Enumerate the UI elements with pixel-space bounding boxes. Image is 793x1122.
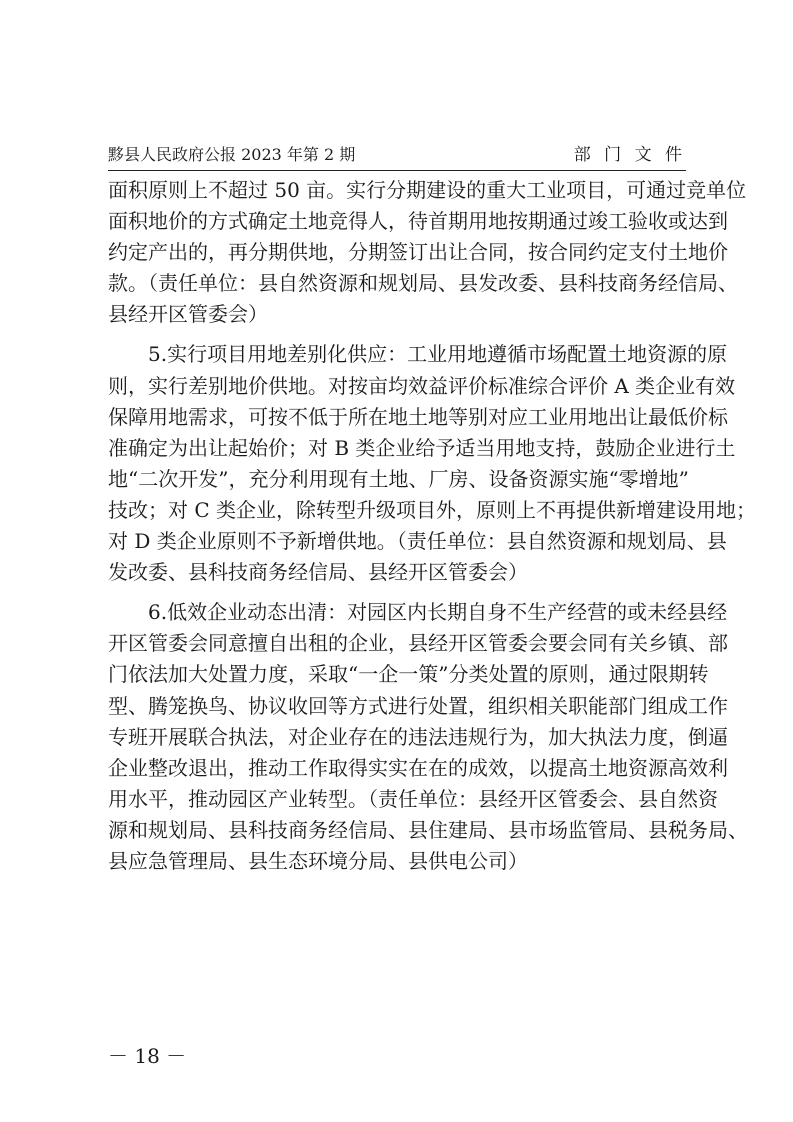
text-line: 用水平，推动园区产业转型。（责任单位：县经开区管委会、县自然资 — [108, 786, 718, 811]
text-line: 5.实行项目用地差别化供应：工业用地遵循市场配置土地资源的原 — [148, 342, 728, 367]
header-rule — [108, 170, 686, 171]
text-line: 门依法加大处置力度，采取“一企一策”分类处置的原则，通过限期转 — [108, 662, 709, 687]
text-line: 源和规划局、县科技商务经信局、县住建局、县市场监管局、县税务局、 — [108, 817, 748, 842]
text-line: 县经开区管委会） — [108, 302, 268, 327]
publication-title: 黟县人民政府公报 2023 年第 2 期 — [108, 145, 356, 164]
text-line: 专班开展联合执法，对企业存在的违法违规行为，加大执法力度，倒逼 — [108, 724, 728, 749]
text-line: 企业整改退出，推动工作取得实实在在的成效，以提高土地资源高效利 — [108, 755, 728, 780]
text-line: 开区管委会同意擅自出租的企业，县经开区管委会要会同有关乡镇、部 — [108, 631, 728, 656]
text-line: 准确定为出让起始价；对 B 类企业给予适当用地支持，鼓励企业进行土 — [108, 435, 736, 460]
text-line: 款。（责任单位：县自然资源和规划局、县发改委、县科技商务经信局、 — [108, 271, 738, 296]
text-line: 对 D 类企业原则不予新增供地。（责任单位：县自然资源和规划局、县 — [108, 529, 727, 554]
text-line: 面积地价的方式确定土地竞得人，待首期用地按期通过竣工验收或达到 — [108, 209, 728, 234]
page-number: － 18 － — [108, 1044, 187, 1068]
text-line: 地“二次开发”，充分利用现有土地、厂房、设备资源实施“零增地” — [108, 466, 689, 491]
text-line: 则，实行差别地价供地。对按亩均效益评价标准综合评价 A 类企业有效 — [108, 373, 736, 398]
text-line: 型、腾笼换鸟、协议收回等方式进行处置，组织相关职能部门组成工作 — [108, 693, 728, 718]
text-line: 县应急管理局、县生态环境分局、县供电公司） — [108, 848, 528, 873]
page-header — [108, 143, 686, 167]
document-body — [108, 175, 757, 877]
paragraph-item-6 — [108, 597, 748, 877]
section-label: 部 门 文 件 — [573, 145, 686, 165]
text-line: 技改；对 C 类企业，除转型升级项目外，原则上不再提供新增建设用地； — [108, 497, 757, 522]
paragraph-item-5 — [108, 339, 757, 588]
text-line: 发改委、县科技商务经信局、县经开区管委会） — [108, 560, 528, 585]
text-line: 6.低效企业动态出清：对园区内长期自身不生产经营的或未经县经 — [148, 600, 728, 625]
text-line: 约定产出的，再分期供地，分期签订出让合同，按合同约定支付土地价 — [108, 240, 728, 265]
paragraph-land-area — [108, 175, 747, 330]
text-line: 保障用地需求，可按不低于所在地土地等别对应工业用地出让最低价标 — [108, 404, 728, 429]
text-line: 面积原则上不超过 50 亩。实行分期建设的重大工业项目，可通过竞单位 — [108, 178, 747, 202]
